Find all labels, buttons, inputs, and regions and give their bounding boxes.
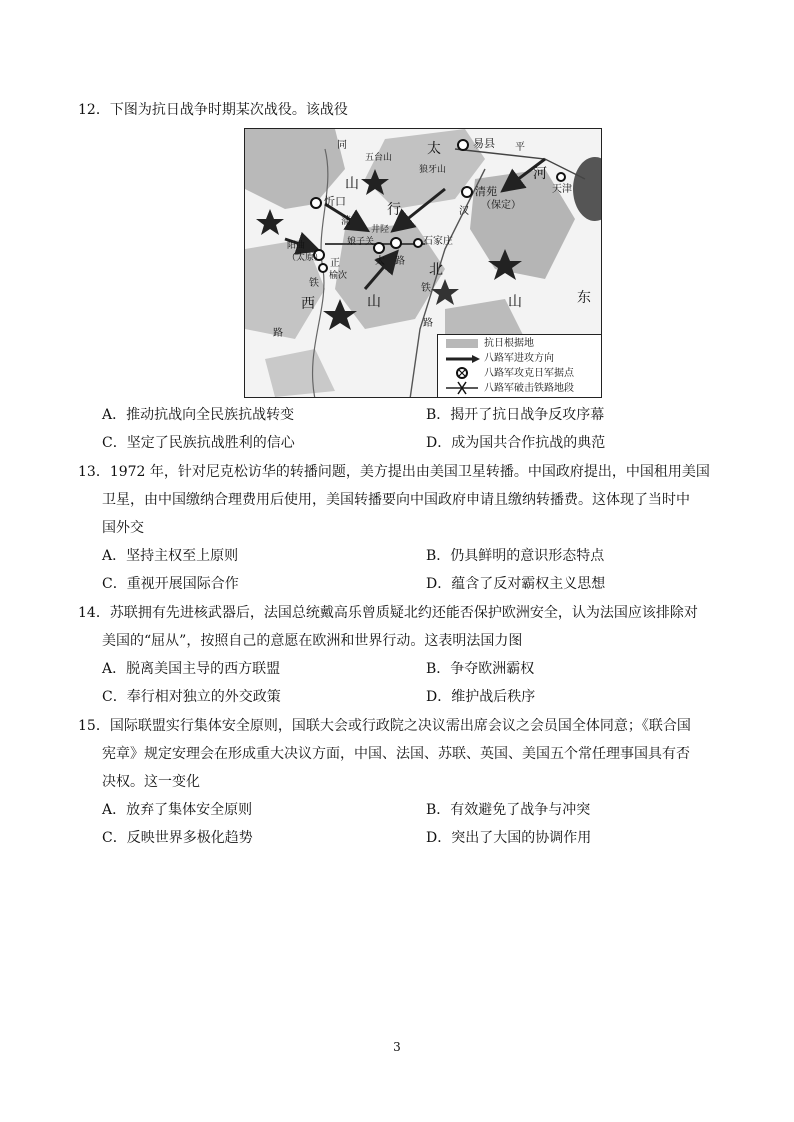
rail-lu2: 路 bbox=[273, 328, 283, 339]
q15-option-d[interactable]: D．突出了大国的协调作用 bbox=[426, 830, 592, 846]
question-14-stem-line-1: 14．苏联拥有先进核武器后，法国总统戴高乐曾质疑北约还能否保护欧洲安全，认为法国应该排除对 bbox=[78, 605, 698, 621]
q13-option-c[interactable]: C．重视开展国际合作 bbox=[102, 576, 239, 592]
legend-base-area: 抗日根据地 bbox=[484, 338, 534, 349]
q13-option-a[interactable]: A．坚持主权至上原则 bbox=[102, 548, 239, 564]
region-xi: 西 bbox=[301, 296, 315, 312]
question-12-stem: 12．下图为抗日战争时期某次战役。该战役 bbox=[78, 102, 348, 118]
q14-option-d[interactable]: D．维护战后秩序 bbox=[426, 689, 536, 705]
place-tianjin: 天津 bbox=[552, 184, 572, 195]
place-shijiazhuang: 石家庄 bbox=[423, 236, 453, 247]
q14-option-b[interactable]: B．争夺欧洲霸权 bbox=[426, 661, 535, 677]
place-wutaishan: 五台山 bbox=[365, 153, 393, 163]
place-xinkou: 忻口 bbox=[324, 195, 346, 208]
q15-option-a[interactable]: A．放弃了集体安全原则 bbox=[102, 802, 253, 818]
legend-attack-direction: 八路军进攻方向 bbox=[484, 353, 554, 364]
rail-lu1: 路 bbox=[423, 318, 433, 329]
page-number: 3 bbox=[393, 1040, 401, 1054]
q13-option-d[interactable]: D．蕴含了反对霸权主义思想 bbox=[426, 576, 606, 592]
rail-lu3: 路 bbox=[395, 256, 405, 267]
region-shan3: 山 bbox=[508, 294, 522, 310]
rail-zheng: 正 bbox=[330, 258, 340, 269]
rail-han: 汉 bbox=[459, 206, 469, 217]
q12-option-a[interactable]: A．推动抗战向全民族抗战转变 bbox=[102, 407, 295, 423]
question-14-stem-line-2: 美国的“屈从”，按照自己的意愿在欧洲和世界行动。这表明法国力图 bbox=[102, 633, 523, 649]
region-bei: 北 bbox=[429, 262, 443, 278]
legend-railway-sabotage: 八路军破击铁路地段 bbox=[484, 383, 574, 394]
place-qingyuan: 清苑 bbox=[475, 185, 497, 198]
question-15-stem-line-1: 15．国际联盟实行集体安全原则，国联大会或行政院之决议需出席会议之会员国全体同意；《联合国 bbox=[78, 718, 691, 734]
place-yuci: 榆次 bbox=[329, 271, 348, 281]
q12-option-c[interactable]: C．坚定了民族抗战胜利的信心 bbox=[102, 435, 295, 451]
place-baoding: （保定） bbox=[481, 200, 521, 211]
q12-option-b[interactable]: B．揭开了抗日战争反攻序幕 bbox=[426, 407, 605, 423]
q15-option-c[interactable]: C．反映世界多极化趋势 bbox=[102, 830, 253, 846]
region-he: 河 bbox=[533, 166, 547, 182]
rail-ping: 平 bbox=[515, 142, 525, 153]
battle-map bbox=[244, 128, 602, 398]
question-15-stem-line-3: 决权。这一变化 bbox=[102, 774, 200, 790]
map-legend bbox=[437, 334, 602, 398]
q15-option-b[interactable]: B．有效避免了战争与冲突 bbox=[426, 802, 591, 818]
q14-option-c[interactable]: C．奉行相对独立的外交政策 bbox=[102, 689, 281, 705]
rail-pu: 蒲 bbox=[341, 216, 351, 227]
question-13-stem-line-2: 卫星，由中国缴纳合理费用后使用，美国转播要向中国政府申请且缴纳转播费。这体现了当时中 bbox=[102, 492, 690, 508]
place-yixian: 易县 bbox=[473, 137, 495, 150]
rail-tong: 同 bbox=[337, 140, 347, 151]
place-niangziguan: 娘子关 bbox=[347, 237, 375, 247]
rail-tie2: 铁 bbox=[309, 278, 319, 289]
q14-option-a[interactable]: A．脱离美国主导的西方联盟 bbox=[102, 661, 281, 677]
region-shan1: 山 bbox=[345, 176, 359, 192]
place-jingxing: 井陉 bbox=[371, 225, 390, 235]
place-langyashan: 狼牙山 bbox=[419, 165, 447, 175]
q12-option-d[interactable]: D．成为国共合作抗战的典范 bbox=[426, 435, 606, 451]
question-13-stem-line-1: 13．1972 年，针对尼克松访华的转播问题，美方提出由美国卫星转播。中国政府提出，中国租用美国 bbox=[78, 464, 710, 480]
question-13-stem-line-3: 国外交 bbox=[102, 520, 144, 536]
rail-tai2: 太 bbox=[375, 256, 385, 267]
region-tai: 太 bbox=[427, 141, 441, 157]
region-shan2: 山 bbox=[367, 294, 381, 310]
legend-captured-stronghold: 八路军攻克日军据点 bbox=[484, 368, 574, 379]
region-hang: 行 bbox=[387, 202, 401, 218]
rail-tie1: 铁 bbox=[421, 283, 431, 294]
question-15-stem-line-2: 宪章》规定安理会在形成重大决议方面，中国、法国、苏联、英国、美国五个常任理事国具有否 bbox=[102, 746, 690, 762]
q13-option-b[interactable]: B．仍具鲜明的意识形态特点 bbox=[426, 548, 605, 564]
region-dong: 东 bbox=[577, 290, 591, 306]
place-yangqu: 阳曲 bbox=[287, 241, 306, 251]
place-taiyuan: （太原） bbox=[287, 253, 324, 263]
